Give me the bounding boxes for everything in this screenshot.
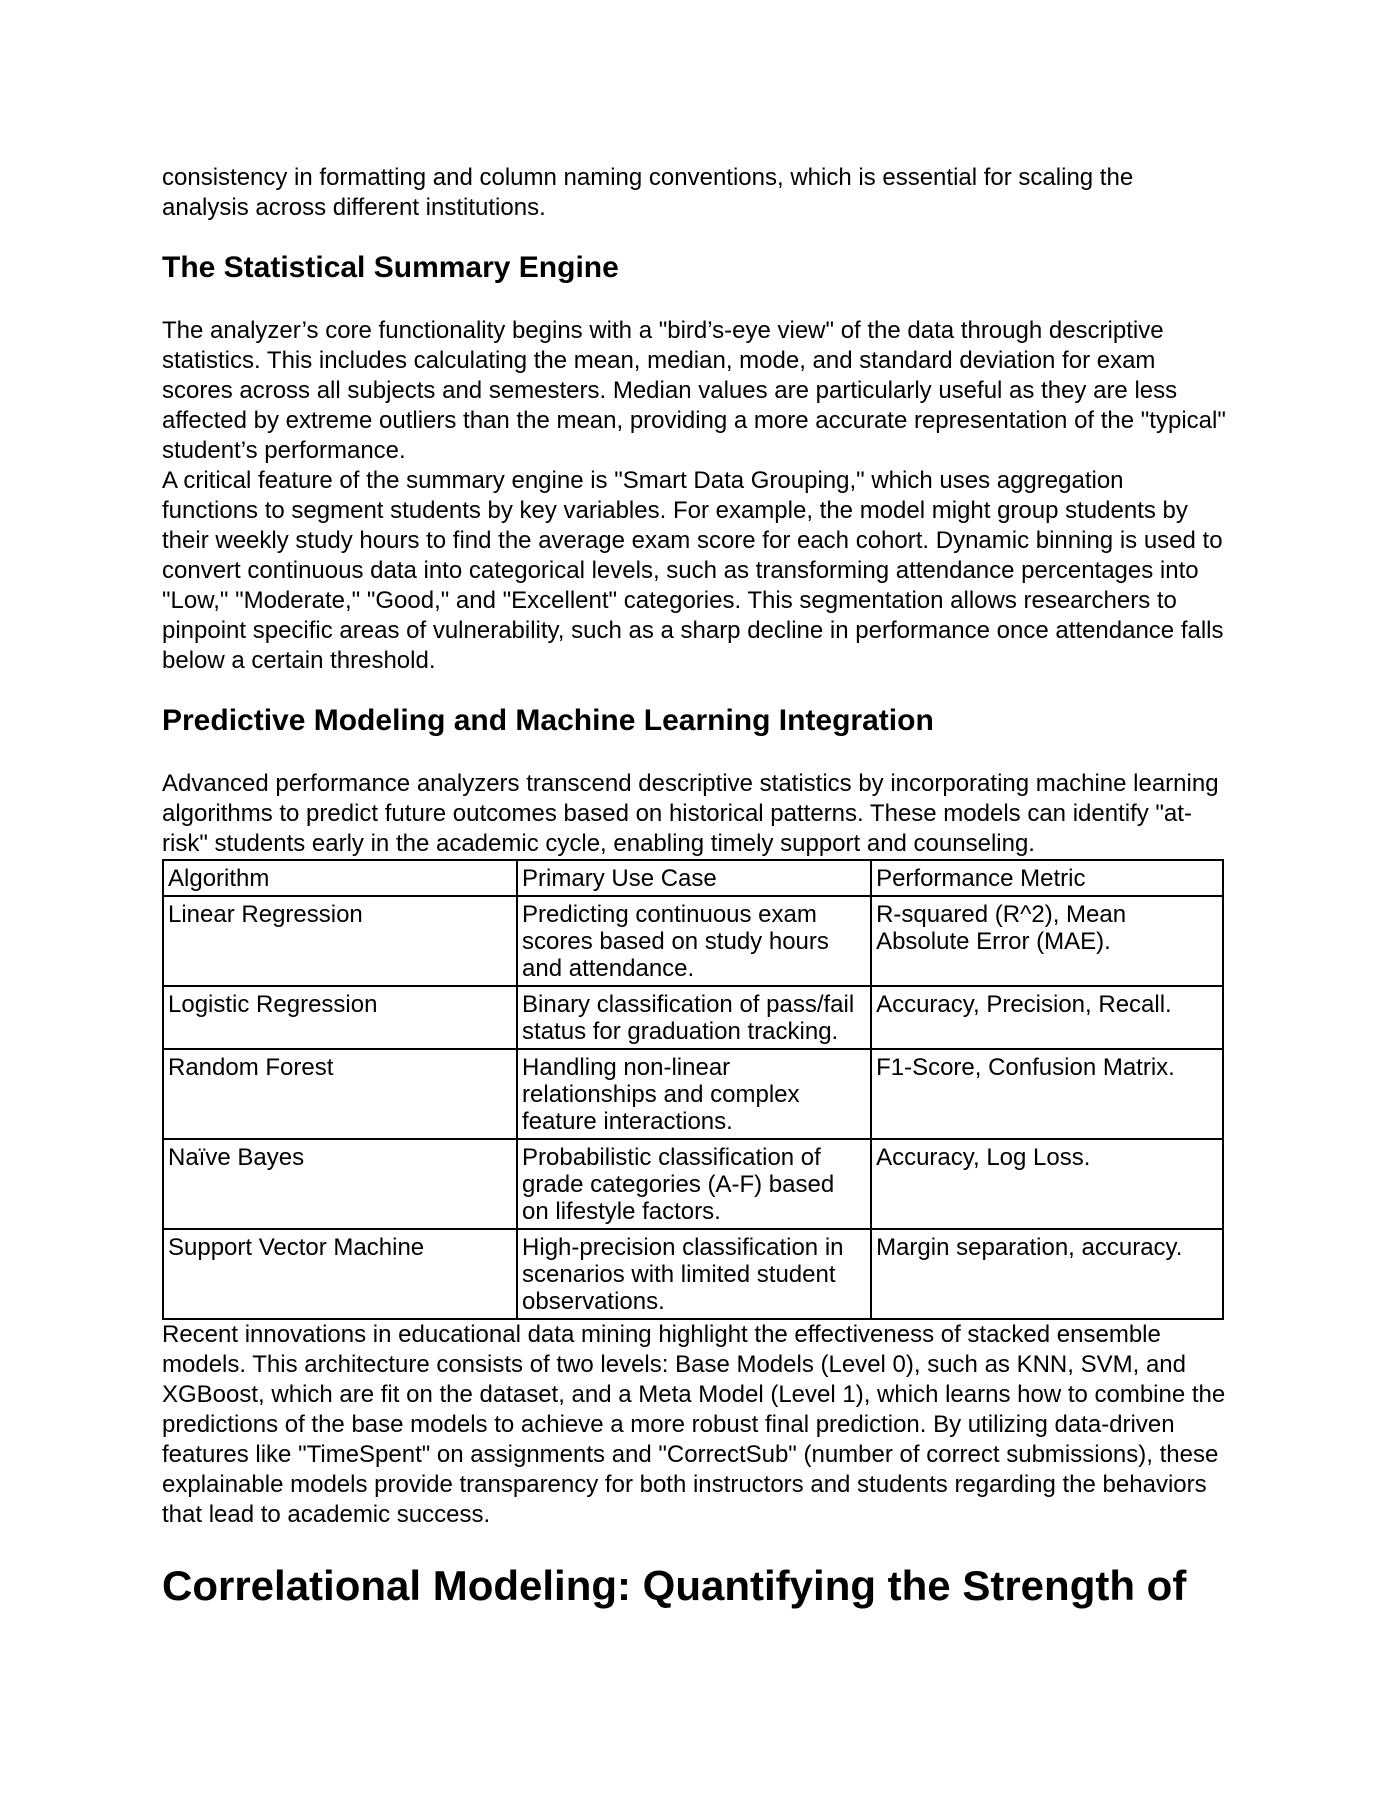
- cell-algorithm: Linear Regression: [163, 896, 517, 986]
- table-row: [163, 1049, 1223, 1139]
- summary-paragraph-2: A critical feature of the summary engine is "Smart Data Grouping," which uses aggregation functions to segment students by key variables. For example, the model might group students by their weekly study hours to find the average exam score for each cohort. Dynamic binning is used to convert continuous data into categorical levels, such as transforming attendance percentages into "Low," "Moderate," "Good," and "Excellent" categories. This segmentation allows researchers to pinpoint specific areas of vulnerability, such as a sharp decline in performance once attendance falls below a certain threshold.: [162, 467, 1224, 674]
- cell-algorithm: Random Forest: [163, 1049, 517, 1139]
- cell-metric: R-squared (R^2), Mean Absolute Error (MAE).: [871, 896, 1223, 986]
- heading-predictive-modeling: Predictive Modeling and Machine Learning Integration: [162, 704, 934, 737]
- top-paragraph: consistency in formatting and column naming conventions, which is essential for scaling the analysis across different institutions.: [162, 164, 1134, 221]
- cell-metric: Accuracy, Precision, Recall.: [871, 986, 1223, 1049]
- cell-algorithm: Logistic Regression: [163, 986, 517, 1049]
- cell-use-case: Predicting continuous exam scores based on study hours and attendance.: [517, 896, 871, 986]
- table-row: [163, 896, 1223, 986]
- ensemble-paragraph: Recent innovations in educational data mining highlight the effectiveness of stacked ensemble models. This architecture consists of two levels: Base Models (Level 0), such as KNN, SVM, and XGBoost, which are fit on the dataset, and a Meta Model (Level 1), which learns how to combine the predictions of the base models to achieve a more robust final prediction. By utilizing data-driven features like "TimeSpent" on assignments and "CorrectSub" (number of correct submissions), these explainable models provide transparency for both instructors and students regarding the behaviors that lead to academic success.: [162, 1321, 1226, 1528]
- cell-metric: F1-Score, Confusion Matrix.: [871, 1049, 1223, 1139]
- heading-statistical-summary-engine: The Statistical Summary Engine: [162, 251, 619, 284]
- table-header-algorithm: Algorithm: [163, 860, 517, 896]
- cell-metric: Margin separation, accuracy.: [871, 1229, 1223, 1319]
- table-header-row: [163, 860, 1223, 896]
- cell-use-case: High-precision classification in scenarios with limited student observations.: [517, 1229, 871, 1319]
- cell-use-case: Binary classification of pass/fail status for graduation tracking.: [517, 986, 871, 1049]
- cell-metric: Accuracy, Log Loss.: [871, 1139, 1223, 1229]
- document-content: [162, 163, 1226, 1612]
- summary-paragraph-block: [162, 316, 1226, 676]
- table-row: [163, 1229, 1223, 1319]
- heading-correlational-modeling: Correlational Modeling: Quantifying the Strength of: [162, 1562, 1187, 1609]
- table-header-performance-metric: Performance Metric: [871, 860, 1223, 896]
- cell-use-case: Probabilistic classification of grade categories (A-F) based on lifestyle factors.: [517, 1139, 871, 1229]
- cell-use-case: Handling non-linear relationships and complex feature interactions.: [517, 1049, 871, 1139]
- summary-paragraph-1: The analyzer’s core functionality begins with a "bird’s-eye view" of the data through descriptive statistics. This includes calculating the mean, median, mode, and standard deviation for exam scores across all subjects and semesters. Median values are particularly useful as they are less affected by extreme outliers than the mean, providing a more accurate representation of the "typical" student’s performance.: [162, 317, 1226, 464]
- table-row: [163, 986, 1223, 1049]
- cell-algorithm: Support Vector Machine: [163, 1229, 517, 1319]
- table-row: [163, 1139, 1223, 1229]
- cell-algorithm: Naïve Bayes: [163, 1139, 517, 1229]
- algorithms-table: [162, 859, 1224, 1320]
- table-header-primary-use-case: Primary Use Case: [517, 860, 871, 896]
- predictive-paragraph: Advanced performance analyzers transcend descriptive statistics by incorporating machine learning algorithms to predict future outcomes based on historical patterns. These models can identify "at-risk" students early in the academic cycle, enabling timely support and counseling.: [162, 770, 1219, 857]
